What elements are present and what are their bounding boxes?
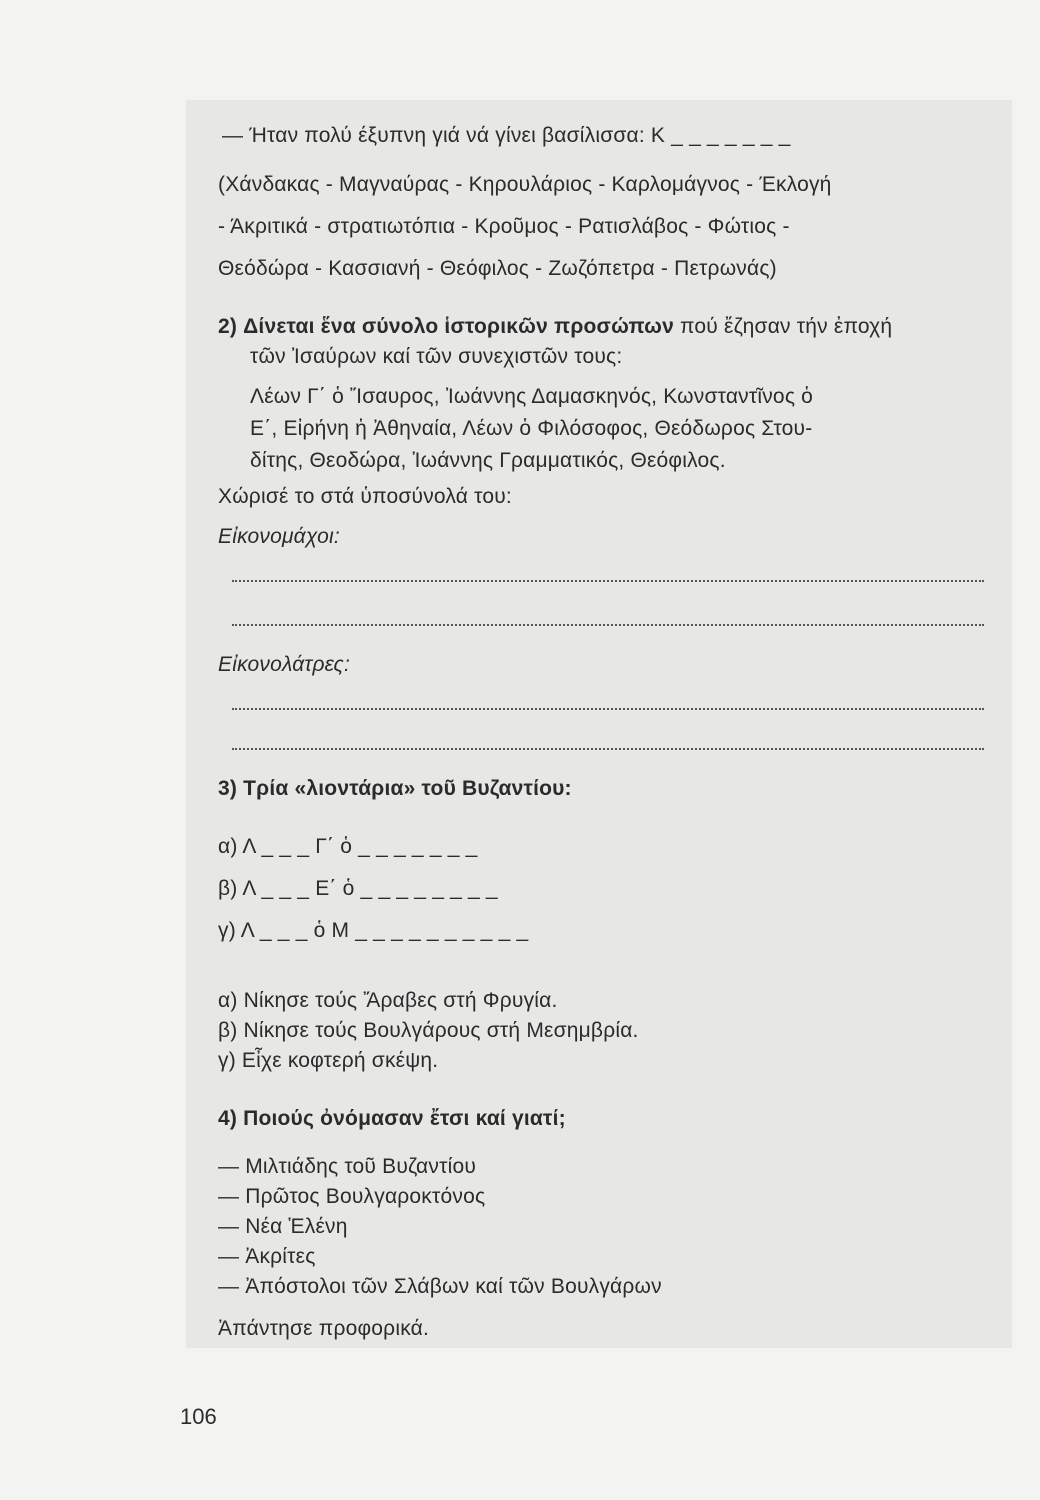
lion-clue-c: γ) Εἶχε κοφτερή σκέψη. <box>218 1049 439 1072</box>
question-2-number: 2) <box>218 315 238 338</box>
iconoclasts-answer-line-2[interactable] <box>232 622 984 626</box>
iconoclasts-label: Εἰκονομάχοι: <box>218 525 340 548</box>
iconoclasts-answer-line-1[interactable] <box>232 578 984 582</box>
people-line-3: δίτης, Θεοδώρα, Ἰωάννης Γραμματικός, Θεόφιλος. <box>250 449 726 472</box>
iconophiles-answer-line-2[interactable] <box>232 746 984 750</box>
nickname-item-2: — Πρῶτος Βουλγαροκτόνος <box>218 1185 486 1208</box>
lion-blank-b: β) Λ _ _ _ Ε΄ ὁ _ _ _ _ _ _ _ _ <box>218 877 498 900</box>
lion-blank-a: α) Λ _ _ _ Γ΄ ὁ _ _ _ _ _ _ _ <box>218 835 478 858</box>
question-2-bold-text: Δίνεται ἕνα σύνολο ἱστορικῶν προσώπων <box>243 315 674 338</box>
question-3-title: 3) Τρία «λιοντάρια» τοῦ Βυζαντίου: <box>218 777 572 800</box>
question-2-line-2: τῶν Ἰσαύρων καί τῶν συνεχιστῶν τους: <box>250 345 623 368</box>
question-4-title: 4) Ποιούς ὀνόμασαν ἔτσι καί γιατί; <box>218 1107 566 1130</box>
nickname-item-4: — Ἀκρίτες <box>218 1245 316 1268</box>
lion-clue-b: β) Νίκησε τούς Βουλγάρους στή Μεσημβρία. <box>218 1019 639 1042</box>
question-2-rest-text: πού ἔζησαν τήν ἐποχή <box>680 315 893 338</box>
iconophiles-answer-line-1[interactable] <box>232 706 984 710</box>
lion-clue-a: α) Νίκησε τούς Ἄραβες στή Φρυγία. <box>218 989 558 1012</box>
iconophiles-label: Εἰκονολάτρες: <box>218 653 350 676</box>
page-number: 106 <box>180 1404 217 1429</box>
lion-blank-c: γ) Λ _ _ _ ὁ Μ _ _ _ _ _ _ _ _ _ _ <box>218 919 529 942</box>
queen-riddle-line: — Ήταν πολύ έξυπνη γιά νά γίνει βασίλισσα: Κ _ _ _ _ _ _ _ <box>222 124 791 147</box>
people-line-2: Ε΄, Εἰρήνη ἡ Ἀθηναία, Λέων ὁ Φιλόσοφος, Θεόδωρος Στου- <box>250 417 813 440</box>
nickname-item-3: — Νέα Ἑλένη <box>218 1215 348 1238</box>
question-2-heading <box>218 314 892 340</box>
nickname-item-5: — Ἀπόστολοι τῶν Σλάβων καί τῶν Βουλγάρων <box>218 1275 662 1298</box>
word-bank-line-3: Θεόδώρα - Κασσιανή - Θεόφιλος - Ζωζόπετρα - Πετρωνάς) <box>218 257 777 280</box>
split-instruction: Χώρισέ το στά ὑποσύνολά του: <box>218 485 512 508</box>
word-bank-line-1: (Χάνδακας - Μαγναύρας - Κηρουλάριος - Καρλομάγνος - Έκλογή <box>218 173 832 196</box>
answer-orally-note: Ἀπάντησε προφορικά. <box>218 1317 430 1340</box>
word-bank-line-2: - Άκριτικά - στρατιωτόπια - Κροῦμος - Ρατισλάβος - Φώτιος - <box>218 215 790 238</box>
nickname-item-1: — Μιλτιάδης τοῦ Βυζαντίου <box>218 1155 477 1178</box>
people-line-1: Λέων Γ΄ ὁ Ἴσαυρος, Ἰωάννης Δαμασκηνός, Κωνσταντῖνος ὁ <box>250 385 814 408</box>
